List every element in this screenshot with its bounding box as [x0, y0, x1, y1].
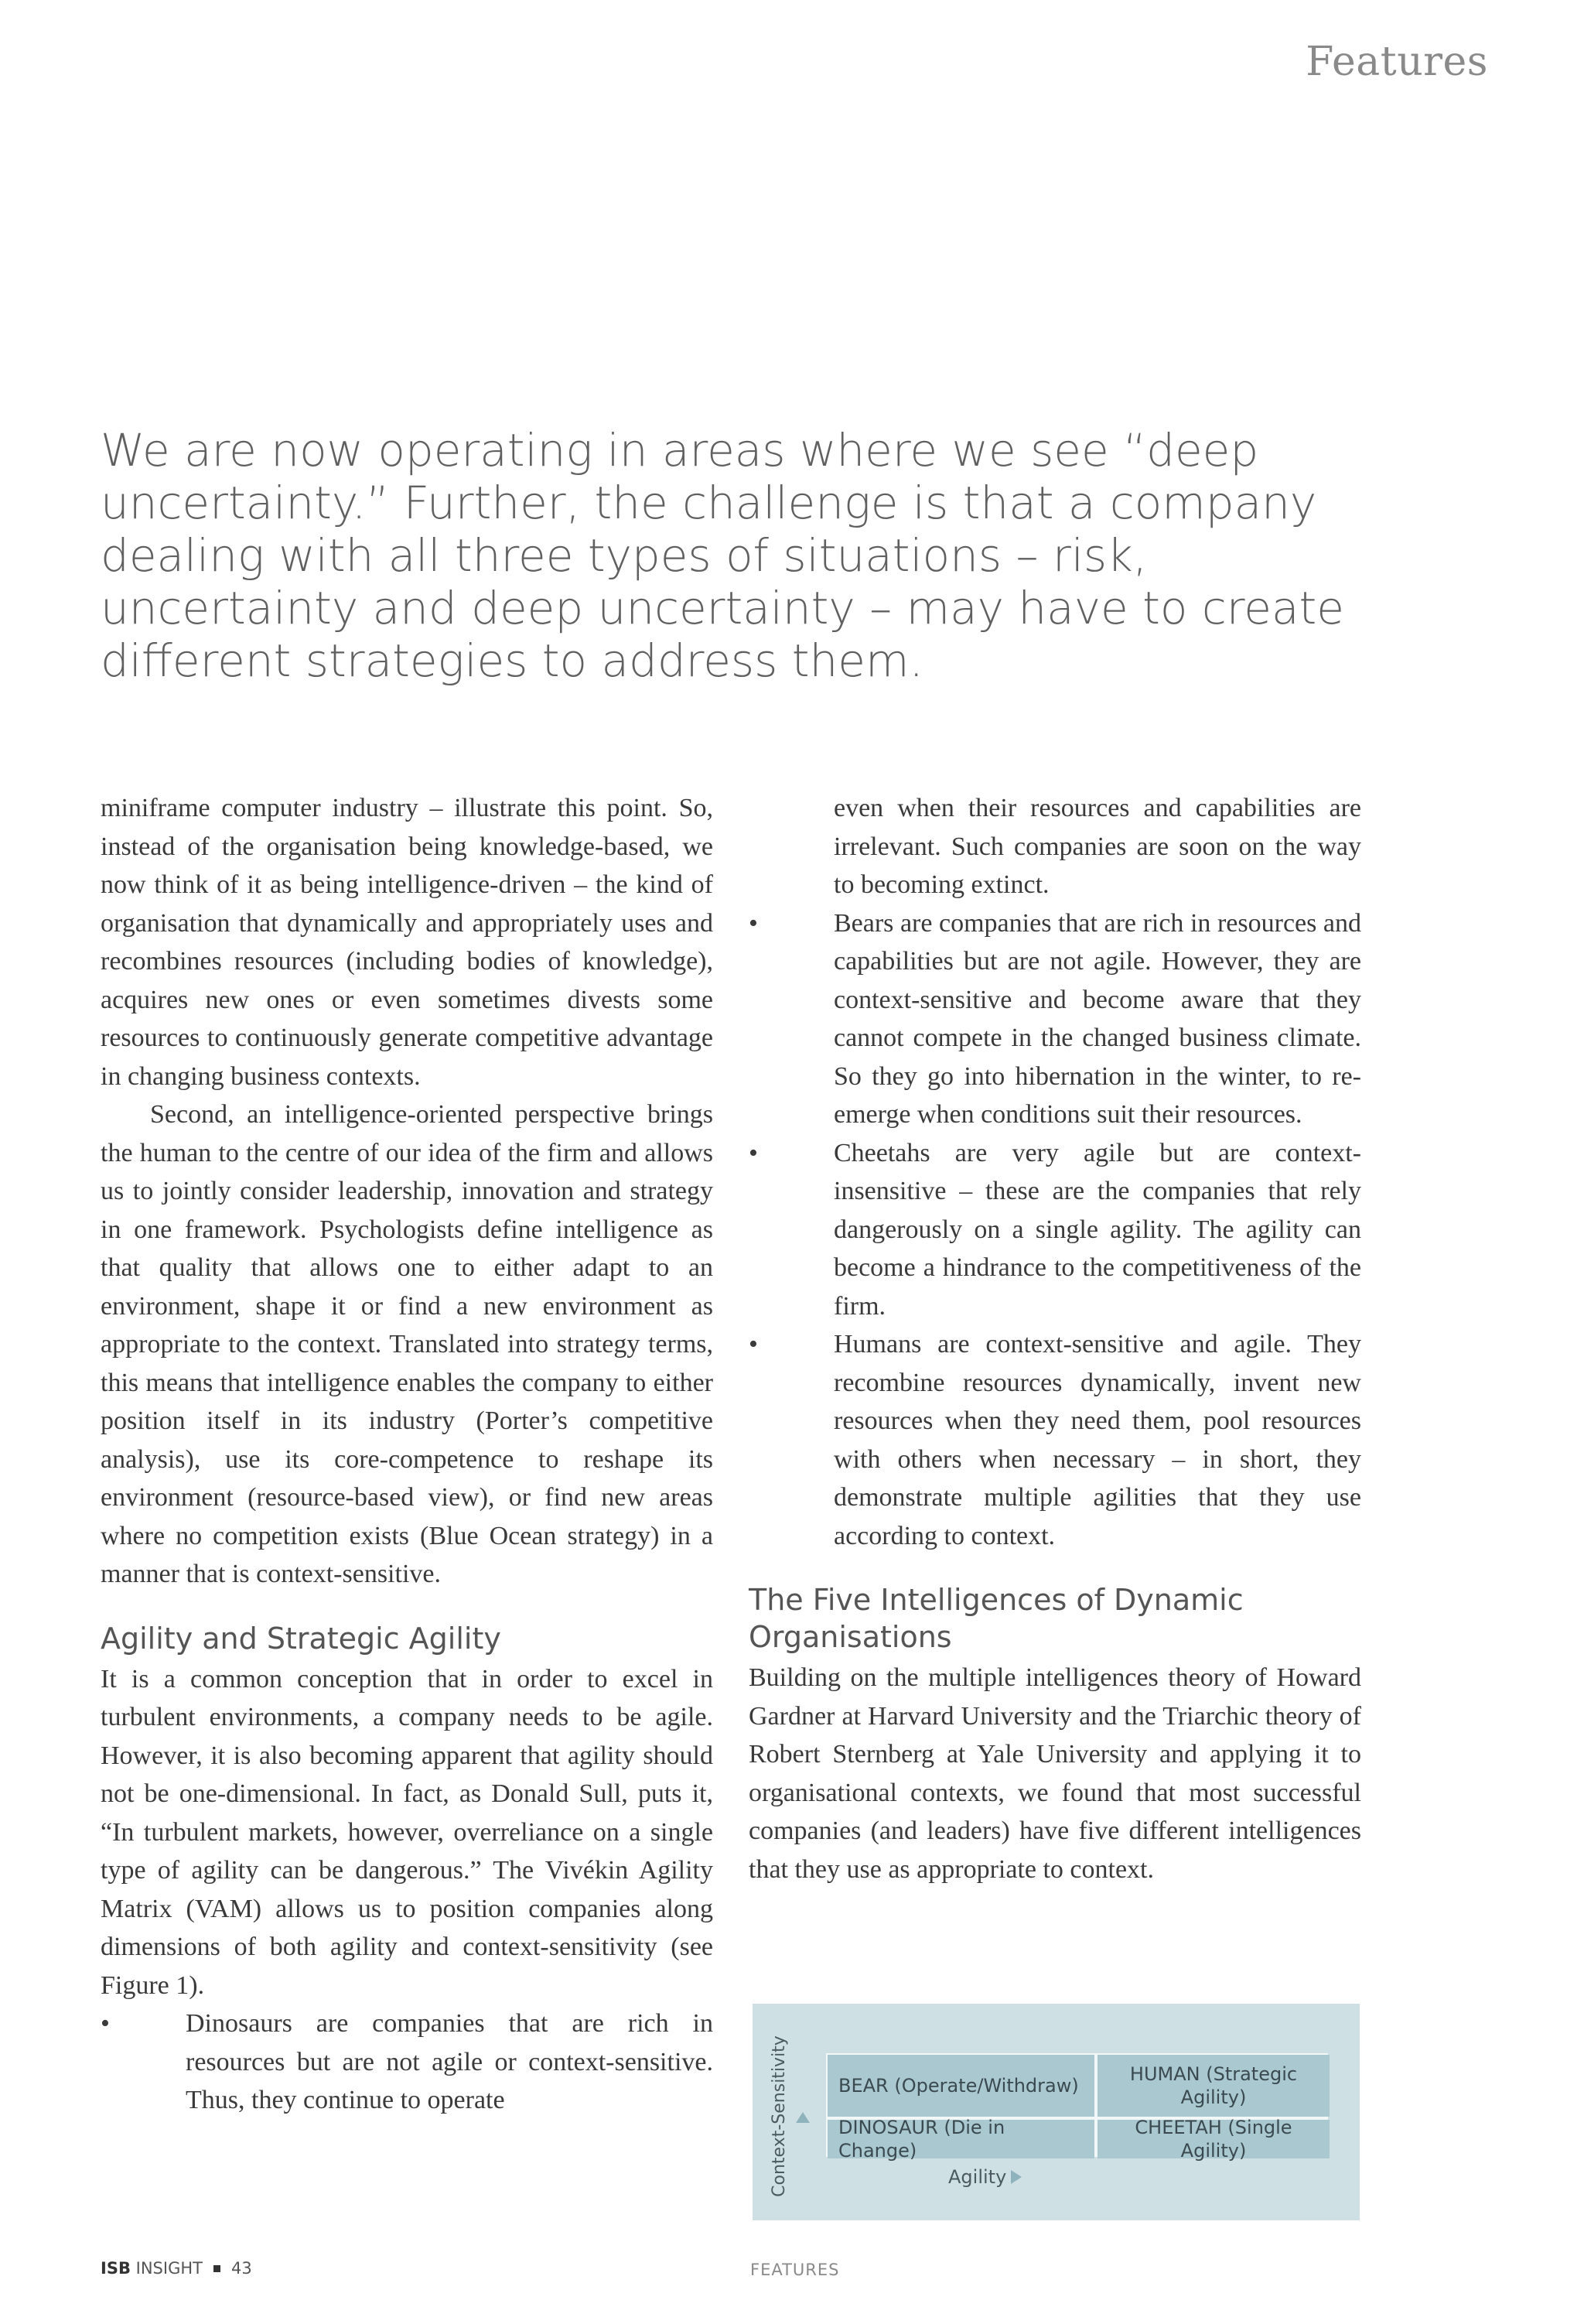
arrow-up-icon — [796, 2112, 810, 2123]
y-axis-label-text: Context-Sensitivity — [769, 2035, 789, 2197]
agility-matrix-figure — [753, 2004, 1360, 2220]
arrow-right-icon — [1011, 2170, 1022, 2184]
list-item — [749, 904, 1361, 1134]
square-bullet-icon — [213, 2265, 220, 2272]
list-item — [749, 1134, 1361, 1326]
page-number: 43 — [230, 2259, 252, 2278]
body-paragraph: Building on the multiple intelligences theory of Howard Gardner at Harvard University and the Triarchic theory of Robert Sternberg at Yale University and applying it to organisational contexts, we found that most successful companies (and leaders) have five different intelligences that they use as appropriate to context. — [749, 1663, 1361, 1884]
right-column — [749, 789, 1361, 1888]
pull-quote — [101, 424, 1354, 687]
matrix-cell-human: HUMAN (Strategic Agility) — [1098, 2055, 1330, 2117]
body-paragraph: It is a common conception that in order to excel in turbulent environments, a company needs to be agile. However, it is also becoming apparent that agility should not be one-dimensional. In fact, as Donald Sull, puts it, “In turbulent markets, however, overreliance on a single type of agility can be dangerous.” The Vivékin Agility Matrix (VAM) allows us to position companies along dimensions of both agility and context-sensitivity (see Figure 1). — [101, 1664, 713, 2000]
footer-brand — [101, 2259, 252, 2278]
section-heading: The Five Intelligences of Dynamic Organisations — [749, 1583, 1244, 1654]
section-heading: Agility and Strategic Agility — [101, 1621, 501, 1656]
bullet-icon: • — [749, 908, 758, 938]
body-paragraph: Second, an intelligence-oriented perspective brings the human to the centre of our idea of the firm and allows us to jointly consider leadership, innovation and strategy in one framework. Psychologists define intelligence as that quality that allows one to either adapt to an environment, shape it or find a new environment as appropriate to the context. Translated into strategy terms, this means that intelligence enables the company to either position itself in its industry (Porter’s competitive analysis), use its core-competence to reshape its environment (resource-based view), or find new areas where no competition exists (Blue Ocean strategy) in a manner that is context-sensitive. — [101, 1100, 713, 1588]
left-column — [101, 789, 713, 2120]
matrix-cell-bear: BEAR (Operate/Withdraw) — [828, 2055, 1094, 2117]
list-item-text: Dinosaurs are companies that are rich in resources but are not agile or context-sensitive. Thus, they continue to operate — [186, 2009, 713, 2114]
list-item-continued: even when their resources and capabilities are irrelevant. Such companies are soon on the way to becoming extinct. — [834, 794, 1361, 899]
bullet-list — [749, 904, 1361, 1556]
list-item-text: Bears are companies that are rich in resources and capabilities but are not agile. However, they are context-sensitive and become aware that they cannot compete in the changed business climate. So they go into hibernation in the winter, to re-emerge when conditions suit their resources. — [834, 908, 1361, 1129]
matrix-grid — [826, 2053, 1328, 2162]
pull-quote-text: We are now operating in areas where we see “deep uncertainty.” Further, the challenge is that a company dealing with all three types of situations – risk, uncertainty and deep uncertainty – may have to create different strategies to address them. — [101, 424, 1344, 687]
bullet-icon: • — [749, 1138, 758, 1167]
footer-brand-rest: INSIGHT — [135, 2259, 203, 2278]
x-axis-label-text: Agility — [948, 2166, 1007, 2188]
matrix-cell-cheetah: CHEETAH (Single Agility) — [1098, 2120, 1330, 2158]
list-item — [101, 2004, 713, 2120]
bullet-icon: • — [749, 1330, 758, 1359]
body-paragraph: miniframe computer industry – illustrate this point. So, instead of the organisation being knowledge-based, we now think of it as being intelligence-driven – the kind of organisation that dynamically and appropriately uses and recombines resources (including bodies of knowledge), acquires new ones or even sometimes divests some resources to continuously generate competitive advantage in changing business contexts. — [101, 794, 713, 1091]
matrix-cell-dinosaur: DINOSAUR (Die in Change) — [828, 2120, 1094, 2158]
list-item — [749, 1325, 1361, 1555]
footer-section: FEATURES — [750, 2261, 840, 2279]
bullet-icon: • — [101, 2009, 110, 2038]
bullet-list — [101, 2004, 713, 2120]
list-item-text: Cheetahs are very agile but are context-insensitive – these are the companies that rely dangerously on a single agility. The agility can become a hindrance to the competitiveness of the firm. — [834, 1138, 1361, 1321]
y-axis-label — [762, 2027, 796, 2205]
section-label: Features — [1306, 39, 1488, 85]
footer-brand-bold: ISB — [101, 2259, 131, 2278]
x-axis-label — [948, 2166, 1022, 2188]
list-item-text: Humans are context-sensitive and agile. They recombine resources dynamically, invent new resources when they need them, pool resources with others when necessary – in short, they demonstrate multiple agilities that they use according to context. — [834, 1330, 1361, 1550]
